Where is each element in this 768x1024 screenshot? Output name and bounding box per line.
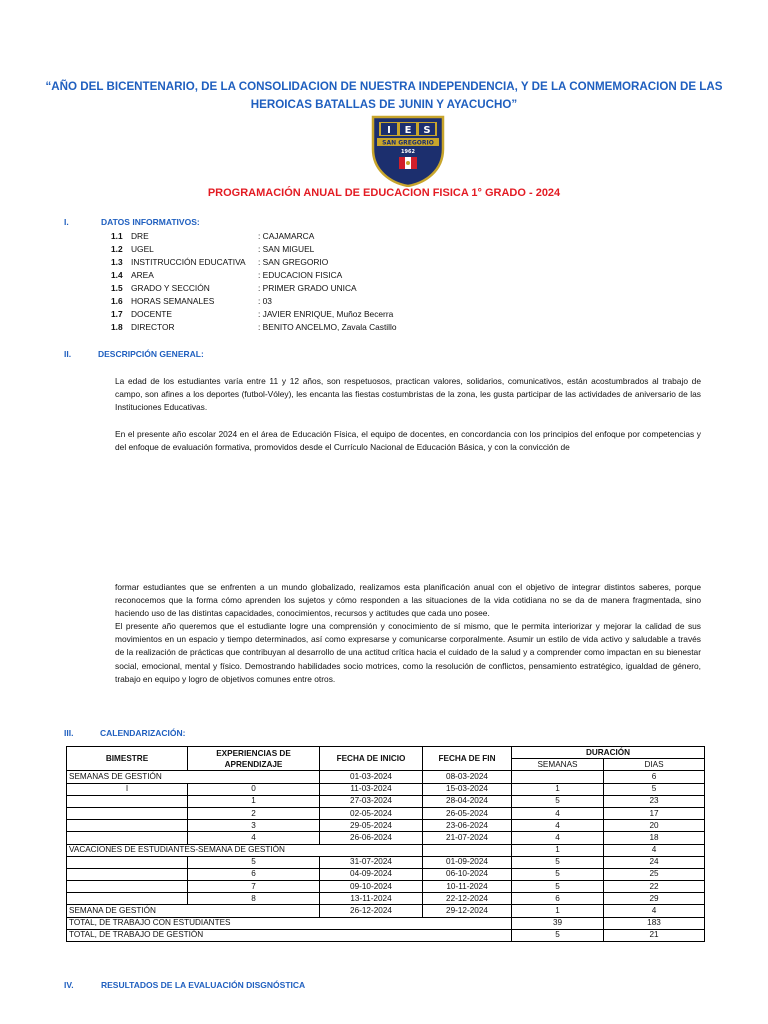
section-2-number: II. — [64, 349, 72, 359]
description-paragraph-1: La edad de los estudiantes varía entre 11 y 12 años, son respetuosos, practican valores, solidarios, comunicativos, están acostumbrados al trabajo de campo, son afines a los deportes (futbol-Vóley), les encanta las fiestas costumbristas de la zona, les gusta participar de las actividades de aniversario de las Instituciones Educativas. — [115, 376, 701, 413]
program-title: PROGRAMACIÓN ANUAL DE EDUCACION FISICA 1° GRADO - 2024 — [207, 187, 561, 199]
table-row: TOTAL, DE TRABAJO CON ESTUDIANTES 39 183 — [67, 917, 705, 929]
svg-text:E: E — [404, 125, 412, 136]
header-fecha-inicio: FECHA DE INICIO — [320, 747, 423, 771]
section-3-number: III. — [64, 728, 74, 738]
table-row: 2 02-05-2024 26-05-2024 4 17 — [67, 807, 705, 819]
section-4-title: RESULTADOS DE LA EVALUACIÓN DISGNÓSTICA — [101, 980, 306, 990]
section-1-number: I. — [64, 217, 69, 227]
svg-text:I: I — [387, 125, 391, 136]
table-row: 1 27-03-2024 28-04-2024 5 23 — [67, 795, 705, 807]
header-duracion: DURACIÓN — [512, 747, 705, 759]
table-row: TOTAL, DE TRABAJO DE GESTIÓN 5 21 — [67, 929, 705, 941]
table-row: 6 04-09-2024 06-10-2024 5 25 — [67, 868, 705, 880]
header-experiencias: EXPERIENCIAS DE APRENDIZAJE — [188, 747, 320, 771]
svg-text:SAN GREGORIO: SAN GREGORIO — [382, 139, 434, 147]
section-1-title: DATOS INFORMATIVOS: — [101, 217, 200, 227]
table-row: I 0 11-03-2024 15-03-2024 1 5 — [67, 783, 705, 795]
svg-text:S: S — [423, 125, 431, 136]
header-semanas: SEMANAS — [512, 759, 604, 771]
info-row: 1.4 AREA : EDUCACION FISICA — [111, 270, 343, 280]
header-bimestre: BIMESTRE — [67, 747, 188, 771]
section-3-title: CALENDARIZACIÓN: — [100, 728, 186, 738]
table-row: 4 26-06-2024 21-07-2024 4 18 — [67, 832, 705, 844]
table-row: 8 13-11-2024 22-12-2024 6 29 — [67, 893, 705, 905]
description-paragraph-3: formar estudiantes que se enfrenten a un mundo globalizado, realizamos esta planificación anual con el objetivo de integrar distintos saberes, porque reconocemos que la forma cómo aprenden los sujetos y cómo responden a las situaciones de la vida cotidiana no se da de manera fragmentada, sino haciendo uso de las distintas capacidades, conocimientos, recursos y actitudes que cada uno posee. — [115, 582, 701, 619]
motto-heading: “AÑO DEL BICENTENARIO, DE LA CONSOLIDACION DE NUESTRA INDEPENDENCIA, Y DE LA CONMEMORACION DE LAS HEROICAS BATALLAS DE JUNIN Y AYACUCHO” — [45, 80, 723, 111]
info-row: 1.7 DOCENTE : JAVIER ENRIQUE, Muñoz Becerra — [111, 309, 394, 319]
info-row: 1.1 DRE : CAJAMARCA — [111, 231, 315, 241]
table-row: 7 09-10-2024 10-11-2024 5 22 — [67, 881, 705, 893]
header-fecha-fin: FECHA DE FIN — [423, 747, 512, 771]
calendar-table — [66, 746, 705, 942]
school-crest-logo — [369, 113, 447, 187]
info-row: 1.5 GRADO Y SECCIÓN : PRIMER GRADO UNICA — [111, 283, 357, 293]
section-4-number: IV. — [64, 980, 74, 990]
table-row: VACACIONES DE ESTUDIANTES-SEMANA DE GESTIÓN 1 4 — [67, 844, 705, 856]
description-paragraph-2: En el presente año escolar 2024 en el área de Educación Física, el equipo de docentes, en concordancia con los principios del enfoque por competencias y del enfoque de evaluación formativa, promovidos desde el Currículo Nacional de Educación Básica, y con la convicción de — [115, 429, 701, 453]
svg-text:1962: 1962 — [401, 149, 415, 155]
table-row: 5 31-07-2024 01-09-2024 5 24 — [67, 856, 705, 868]
table-row: SEMANA DE GESTIÓN 26-12-2024 29-12-2024 1 4 — [67, 905, 705, 917]
table-row: SEMANAS DE GESTIÓN 01-03-2024 08-03-2024 6 — [67, 771, 705, 783]
header-dias: DIAS — [604, 759, 705, 771]
description-paragraph-4: El presente año queremos que el estudiante logre una comprensión y conocimiento de sí mismo, que le permita interiorizar y mejorar la calidad de sus movimientos en un espacio y tiempo determinados, así como expresarse y comunicarse corporalmente. Asumir un estilo de vida activo y saludable a través de la realización de prácticas que contribuyan al desarrollo de una actitud crítica hacia el cuidado de la salud y a comprender como impactan en su bienestar social, emocional, mental y físico. Demostrando habilidades socio motrices, como la resolución de conflictos, pensamiento estratégico, igualdad de género, trabajo en equipo y logro de objetivos comunes entre otros. — [115, 621, 701, 684]
info-row: 1.2 UGEL : SAN MIGUEL — [111, 244, 315, 254]
info-row: 1.3 INSTITRUCCIÓN EDUCATIVA : SAN GREGORIO — [111, 257, 329, 267]
table-row: 3 29-05-2024 23-06-2024 4 20 — [67, 820, 705, 832]
info-row: 1.6 HORAS SEMANALES : 03 — [111, 296, 272, 306]
info-row: 1.8 DIRECTOR : BENITO ANCELMO, Zavala Castillo — [111, 322, 397, 332]
section-2-title: DESCRIPCIÓN GENERAL: — [98, 349, 204, 359]
